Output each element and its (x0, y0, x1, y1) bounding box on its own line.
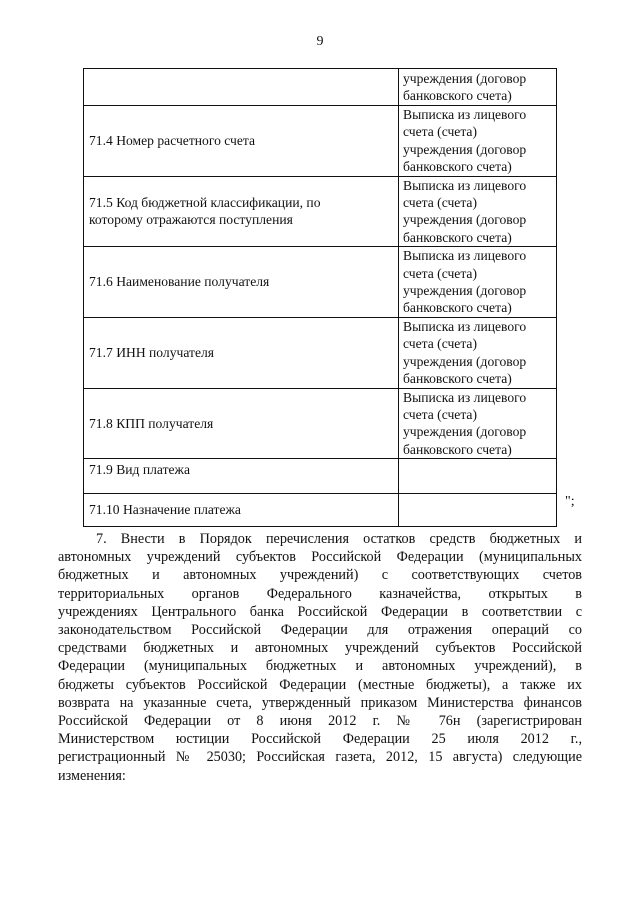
cell-text-line: Выписка из лицевого (403, 248, 527, 264)
paragraph-line: регистрационный № 25030; Российская газета, 2012, 15 августа) следующие (58, 749, 582, 766)
table-row-71-6 (84, 247, 557, 318)
table-row-continuation (84, 69, 557, 106)
cell-text-line: учреждения (договор (403, 424, 527, 440)
cell-text-line: Выписка из лицевого (403, 107, 527, 122)
paragraph-line: Министерством юстиции Российской Федерации 25 июля 2012 г., (58, 731, 582, 748)
cell-text-line: 71.4 Номер расчетного счета (89, 133, 256, 149)
table-cell-left (84, 388, 399, 459)
paragraph-line: бюджетных и автономных учреждений) с соответствующих счетов (58, 567, 582, 584)
paragraph-line: Федерации (муниципальных бюджетных и автономных учреждений), в (58, 658, 582, 675)
table-cell-right (399, 176, 557, 247)
table-cell-left: 71.10 Назначение платежа (84, 494, 399, 527)
cell-text-line: учреждения (договор (403, 353, 527, 369)
cell-text-line: счета (счета) (403, 265, 477, 281)
paragraph-line: изменения: (58, 767, 126, 784)
paragraph-line: бюджеты субъектов Российской Федерации (местные бюджеты), а также их (58, 676, 582, 693)
table-row-71-8 (84, 388, 557, 459)
paragraph-line: 7. Внести в Порядок перечисления остатков средств бюджетных и (96, 531, 582, 547)
cell-text-line: банковского счета) (403, 88, 512, 103)
paragraph-line: учреждениях Центрального банка Российской Федерации в соответствии с (58, 603, 582, 620)
cell-text-line: банковского счета) (403, 371, 512, 387)
closing-quote-mark: "; (565, 494, 575, 509)
cell-text-line: счета (счета) (403, 336, 477, 352)
cell-text-line: банковского счета) (403, 159, 512, 175)
paragraph-line: Российской Федерации от 8 июня 2012 г. № 76н (зарегистрирован (58, 713, 582, 730)
table-row-71-5 (84, 176, 557, 247)
table-row-71-9 (84, 459, 557, 494)
table-row-71-7 (84, 317, 557, 388)
cell-text-line: учреждения (договор (403, 70, 527, 86)
paragraph-line: территориальных органов Федерального казначейства, открытых в (58, 585, 582, 602)
cell-text-line: счета (счета) (403, 124, 477, 140)
table-cell-right (399, 494, 557, 527)
table-cell-left (84, 176, 399, 247)
paragraph-line: законодательством Российской Федерации для отражения операций со (58, 622, 582, 639)
cell-text-line: которому отражаются поступления (89, 212, 293, 228)
requisites-table (83, 68, 557, 527)
cell-text-line: Выписка из лицевого (403, 177, 527, 193)
table-row-71-4 (84, 106, 557, 177)
cell-text-line: 71.7 ИНН получателя (89, 344, 215, 360)
cell-text-line: банковского счета) (403, 441, 512, 457)
table-cell-right (399, 106, 557, 177)
table-cell-left (84, 69, 399, 106)
table-cell-left (84, 247, 399, 318)
cell-text-line: банковского счета) (403, 300, 512, 316)
table-cell-left (84, 317, 399, 388)
table-cell-right (399, 388, 557, 459)
cell-text-line: Выписка из лицевого (403, 389, 527, 405)
cell-text-line: учреждения (договор (403, 283, 527, 299)
cell-text-line: учреждения (договор (403, 212, 527, 228)
cell-text-line: счета (счета) (403, 195, 477, 211)
table-cell-right (399, 459, 557, 494)
cell-text-line: банковского счета) (403, 229, 512, 245)
cell-text-line: 71.8 КПП получателя (89, 415, 214, 431)
table-cell-left: 71.9 Вид платежа (84, 459, 399, 494)
table-cell-right (399, 69, 557, 106)
cell-text-line: учреждения (договор (403, 141, 527, 157)
cell-text-line: 71.6 Наименование получателя (89, 274, 270, 290)
page-number: 9 (316, 34, 324, 49)
cell-text-line: 71.5 Код бюджетной классификации, по (89, 195, 321, 211)
table-cell-left (84, 106, 399, 177)
cell-text-line: счета (счета) (403, 406, 477, 422)
paragraph-line: автономных учреждений субъектов Российской Федерации (муниципальных (58, 549, 582, 566)
amendment-paragraph (58, 530, 582, 785)
paragraph-line: средствами бюджетных и автономных учреждений субъектов Российской (58, 640, 582, 657)
paragraph-line: возврата на указанные счета, утвержденный приказом Министерства финансов (58, 694, 582, 711)
cell-text-line: Выписка из лицевого (403, 318, 527, 334)
table-cell-right (399, 247, 557, 318)
table-row-71-10 (84, 494, 557, 527)
table-cell-right (399, 317, 557, 388)
